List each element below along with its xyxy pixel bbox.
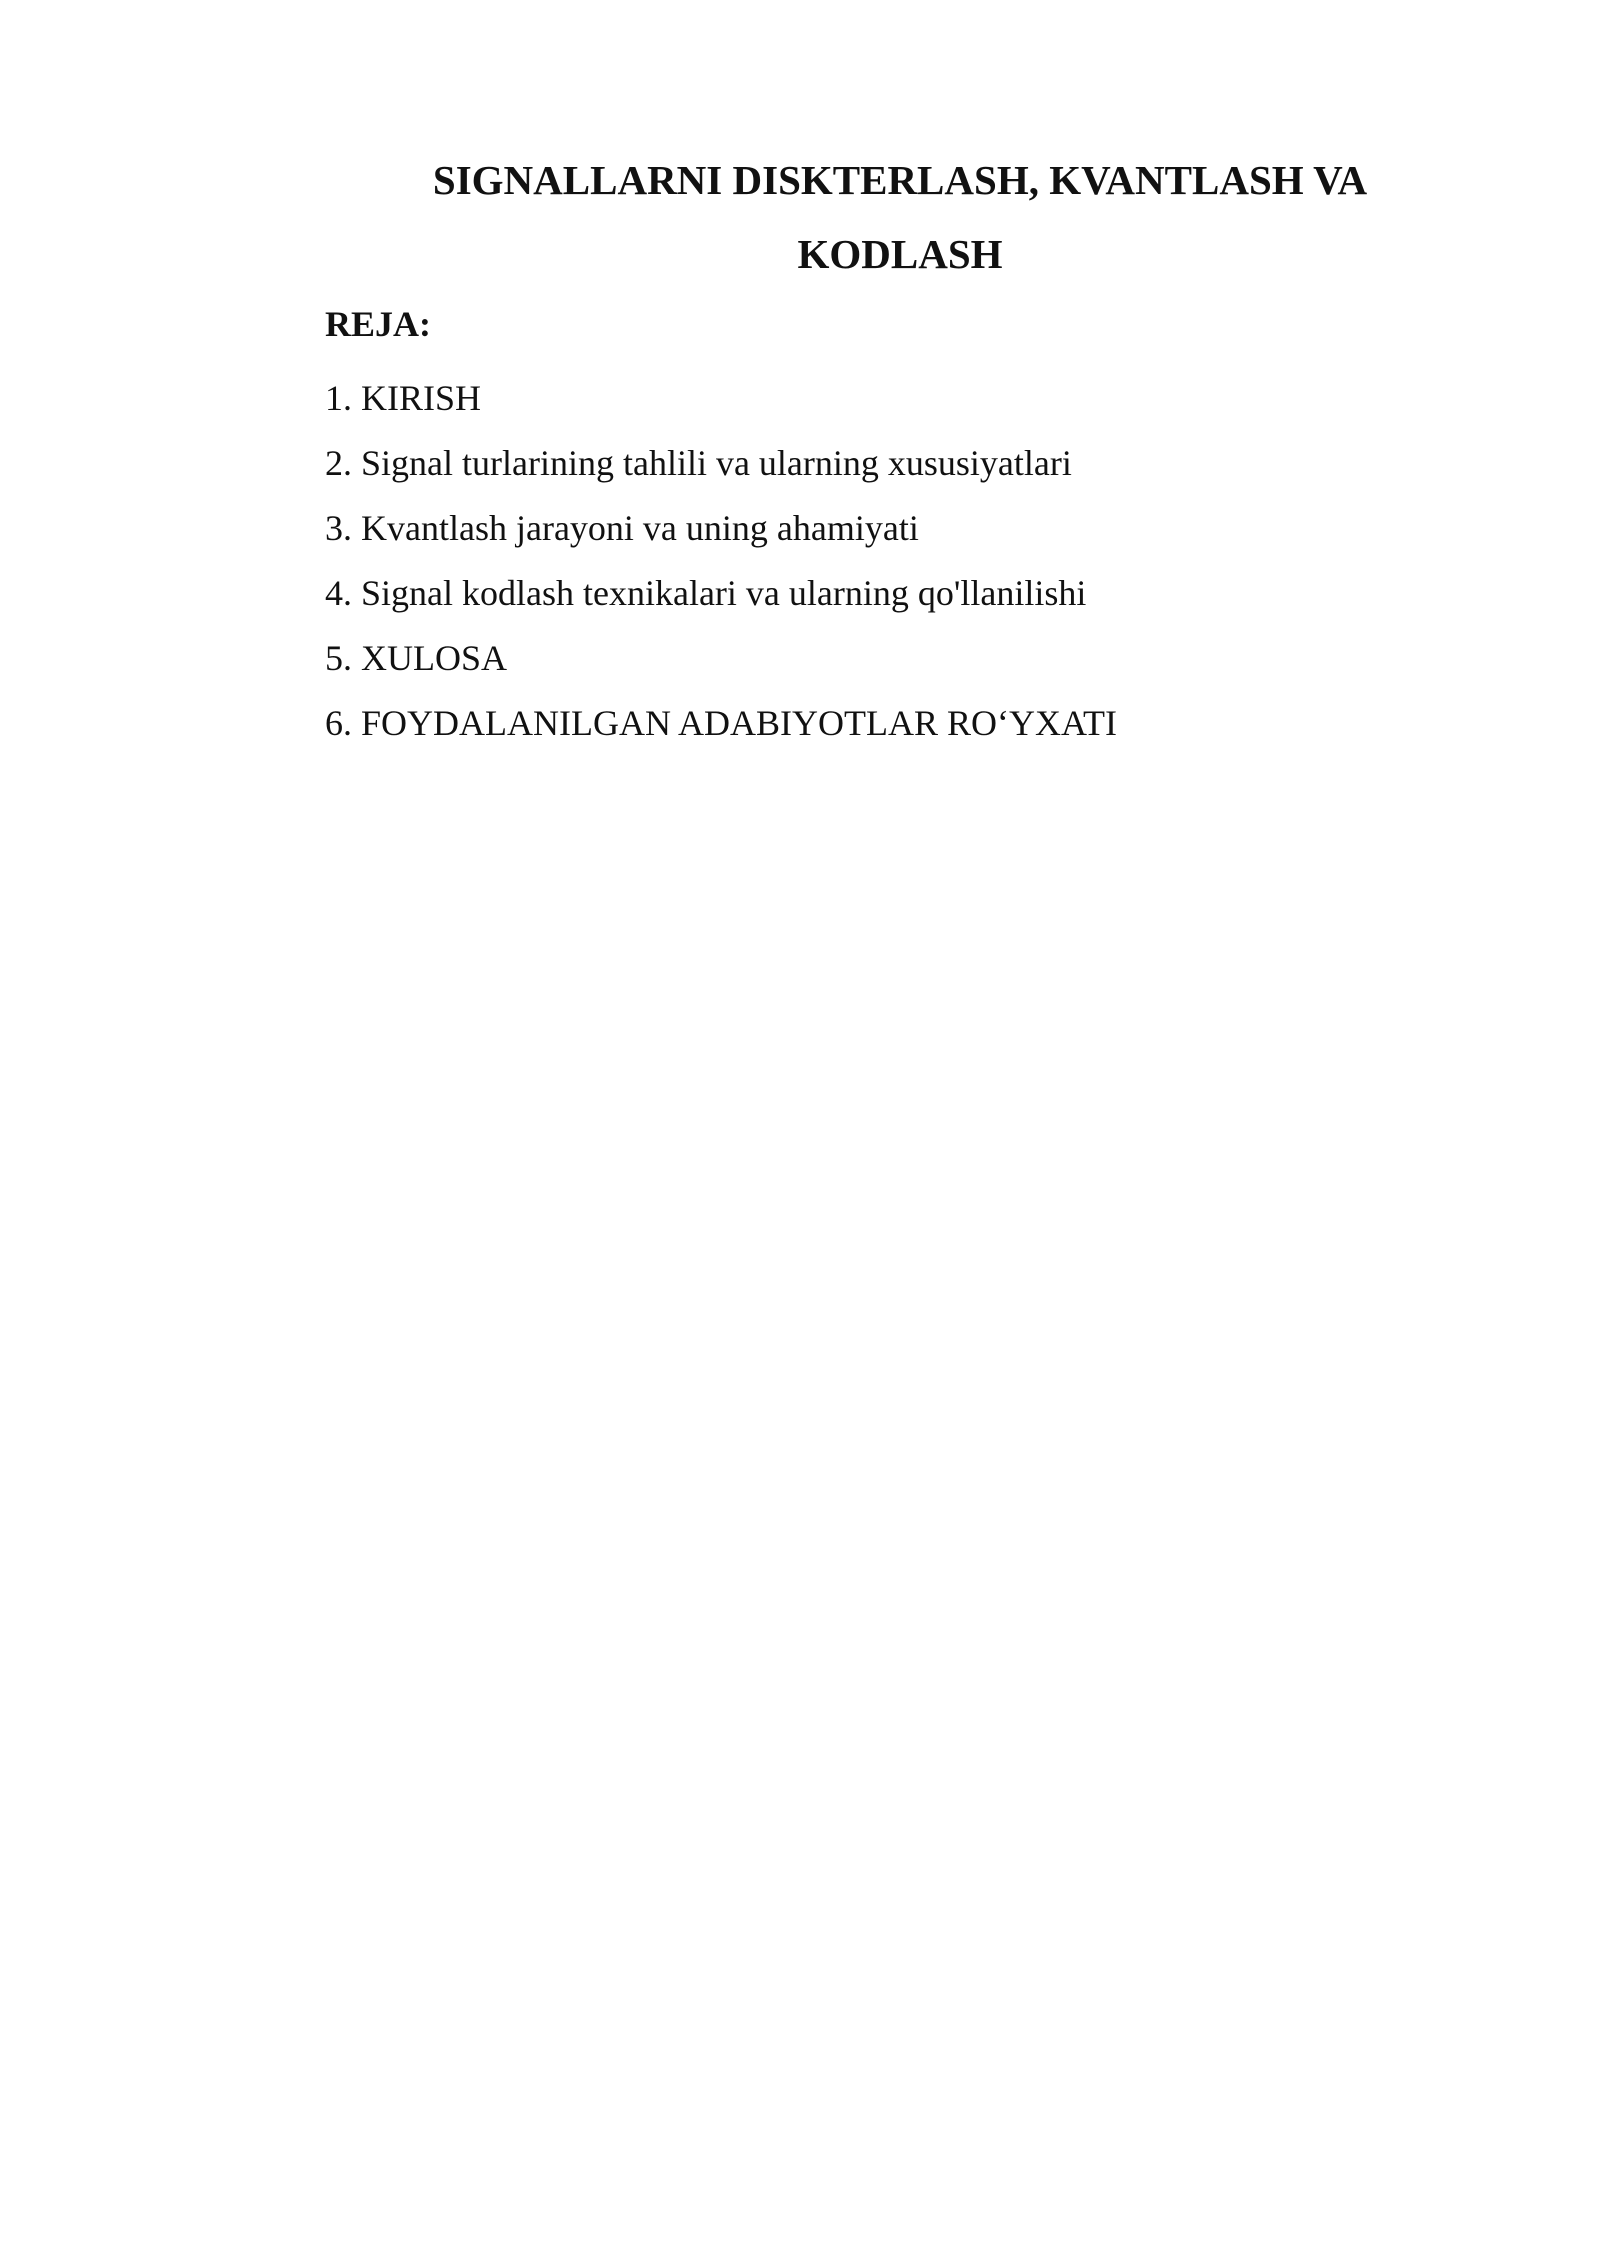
title-line-2: KODLASH bbox=[797, 231, 1003, 277]
plan-item-3: 3. Kvantlash jarayoni va uning ahamiyati bbox=[325, 508, 919, 548]
document-title bbox=[300, 143, 1500, 291]
plan-item-6: 6. FOYDALANILGAN ADABIYOTLAR RO‘YXATI bbox=[325, 703, 1117, 743]
plan-item-1: 1. KIRISH bbox=[325, 378, 482, 418]
plan-item-2: 2. Signal turlarining tahlili va ularning xususiyatlari bbox=[325, 443, 1072, 483]
plan-heading: REJA: bbox=[325, 304, 431, 344]
plan-list bbox=[325, 366, 1117, 756]
plan-item-4: 4. Signal kodlash texnikalari va ularning qo'llanilishi bbox=[325, 573, 1087, 613]
title-line-1: SIGNALLARNI DISKTERLASH, KVANTLASH VA bbox=[432, 157, 1368, 203]
plan-item-5: 5. XULOSA bbox=[325, 638, 508, 678]
